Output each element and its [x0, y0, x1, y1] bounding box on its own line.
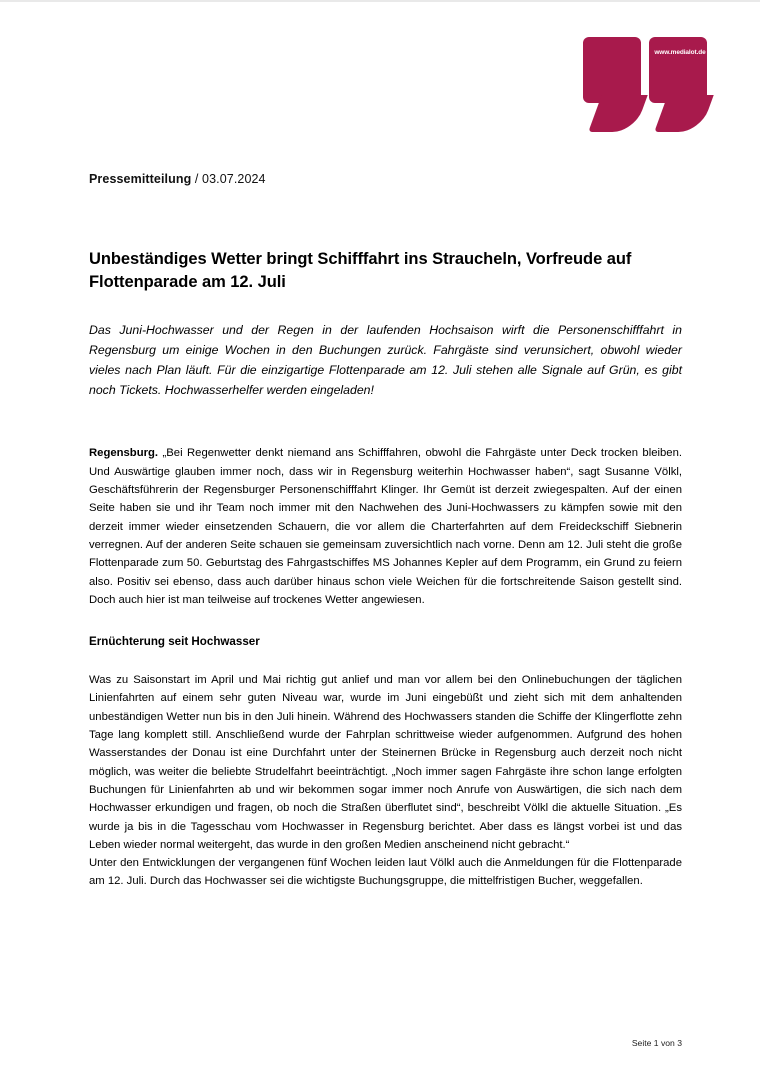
body-paragraph-2: Was zu Saisonstart im April und Mai richtig gut anlief und man vor allem bei den Onlinebuchungen der täglichen Linienfahrten auf einem sehr guten Niveau war, wurde im Juni eingebüßt und zieht sich mit dem anhaltenden unbeständigen Wetter nun bis in den Juli hinein. Während des Hochwassers standen die Schiffe der Klingerflotte zehn Tage lang komplett still. Anschließend wurde der Fahrplan schrittweise wieder aufgenommen. Aufgrund des hohen Wasserstandes der Donau ist eine Durchfahrt unter der Steinernen Brücke in Regensburg auch derzeit noch nicht möglich, was weiter die beliebte Strudelfahrt beeinträchtigt. „Noch immer sagen Fahrgäste ihre schon lange erfolgten Buchungen für Linienfahrten ab und wir bekommen sogar immer noch Anrufe von Auswärtigen, die sich nach dem Hochwasser erkundigen und fragen, ob noch die Straßen überflutet sind“, beschreibt Völkl die aktuelle Situation. „Es wurde ja bis in die Tagesschau vom Hochwasser in Regensburg berichtet. Aber dass es längst vorbei ist und das Leben wieder normal weitergeht, das wurde in den großen Medien anscheinend nicht gebracht.“	[89, 674, 682, 851]
logo-url-text: www.medialot.de	[654, 49, 706, 56]
quote-block-right	[649, 37, 707, 103]
document-content	[89, 172, 682, 891]
subheading-1: Ernüchterung seit Hochwasser	[89, 635, 260, 649]
kicker-line	[89, 172, 682, 186]
quote-mark-left-icon	[583, 37, 641, 132]
lead-paragraph: Das Juni-Hochwasser und der Regen in der laufenden Hochsaison wirft die Personenschifffahrt in Regensburg um einige Wochen in den Buchungen zurück. Fahrgäste sind verunsichert, obwohl wieder vieles nach Plan läuft. Für die einzigartige Flottenparade am 12. Juli stehen alle Signale auf Grün, es gibt noch Tickets. Hochwasserhelfer werden eingeladen!	[89, 322, 682, 397]
quote-mark-right-icon	[649, 37, 707, 132]
page-indicator: Seite 1 von 3	[631, 1038, 682, 1048]
kicker-date: / 03.07.2024	[191, 172, 266, 186]
body-paragraph-1	[89, 444, 682, 609]
page-footer	[89, 1038, 682, 1048]
quote-block-left	[583, 37, 641, 103]
body-paragraph-3: Unter den Entwicklungen der vergangenen fünf Wochen leiden laut Völkl auch die Anmeldungen für die Flottenparade am 12. Juli. Durch das Hochwasser sei die wichtigste Buchungsgruppe, die mittelfristigen Bucher, weggefallen.	[89, 857, 682, 888]
kicker-label: Pressemitteilung	[89, 172, 192, 186]
dateline: Regensburg.	[89, 447, 159, 460]
page-title: Unbeständiges Wetter bringt Schifffahrt ins Straucheln, Vorfreude auf Flottenparade am 12. Juli	[89, 250, 632, 292]
body-paragraph-1-text: „Bei Regenwetter denkt niemand ans Schifffahren, obwohl die Fahrgäste unter Deck trocken bleiben. Und Auswärtige glauben immer noch, dass wir in Regensburg weiterhin Hochwasser haben“, sagt Susanne Völkl, Geschäftsführerin der Regensburger Personenschifffahrt Klinger. Ihr Gemüt ist derzeit zwiegespalten. Auf der einen Seite haben sie und ihr Team noch immer mit den Nachwehen des Juni-Hochwassers zu kämpfen sowie mit den derzeit immer wieder einsetzenden Schauern, die vor allem die Charterfahrten auf dem Freideckschiff Siebnerin verregnen. Auf der anderen Seite schauen sie gemeinsam zuversichtlich nach vorne. Denn am 12. Juli steht die große Flottenparade zum 50. Geburtstag des Fahrgastschiffes MS Johannes Kepler auf dem Programm, ein Grund zu feiern also. Positiv sei ebenso, dass auch darüber hinaus schon viele Weichen für die fortschreitende Saison gestellt sind. Doch auch hier ist man teilweise auf trockenes Wetter angewiesen.	[89, 447, 682, 606]
medialot-quote-logo	[583, 37, 713, 132]
